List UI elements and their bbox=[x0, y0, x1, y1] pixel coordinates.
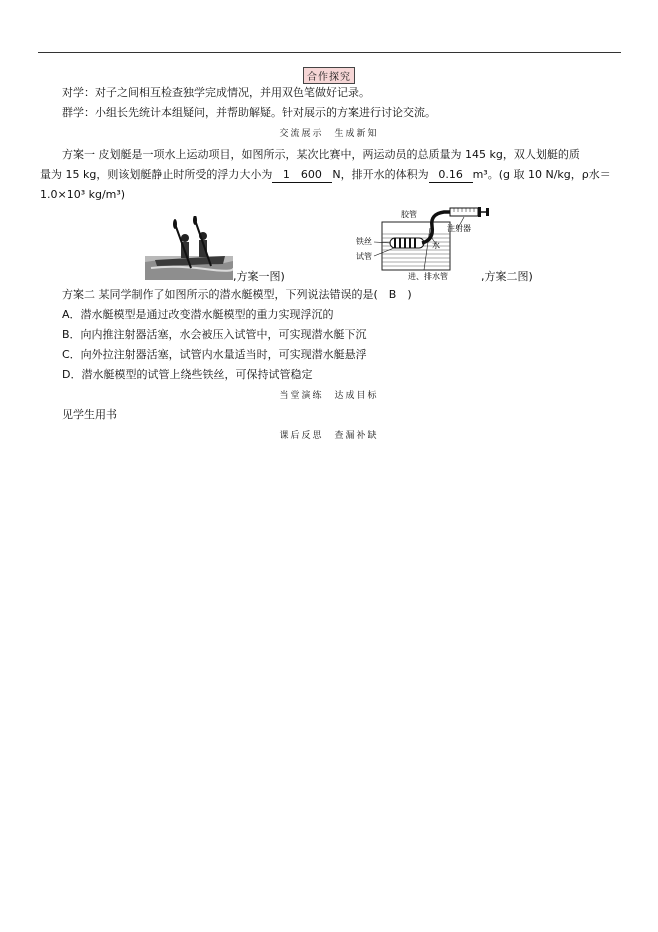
plan1-text-b-prefix: 量为 15 kg，则该划艇静止时所受的浮力大小为 bbox=[40, 168, 273, 181]
plan2-line bbox=[62, 288, 412, 302]
option-c: C．向外拉注射器活塞，试管内水量适当时，可实现潜水艇悬浮 bbox=[62, 348, 367, 361]
label-test-tube: 试管 bbox=[356, 252, 372, 261]
plan2-question: 某同学制作了如图所示的潜水艇模型，下列说法错误的是( B ) bbox=[98, 288, 412, 301]
kayak-photo bbox=[145, 216, 233, 280]
label-syringe: 注射器 bbox=[447, 224, 471, 233]
plan1-text-b-mid: N，排开水的体积为 bbox=[332, 168, 429, 181]
option-b: B．向内推注射器活塞，水会被压入试管中，可实现潜水艇下沉 bbox=[62, 328, 367, 341]
see-student-book: 见学生用书 bbox=[62, 408, 117, 421]
plan1-text-b-suffix: m³。(g 取 10 N/kg，ρ水＝ bbox=[472, 168, 611, 181]
option-a: A．潜水艇模型是通过改变潜水艇模型的重力实现浮沉的 bbox=[62, 308, 334, 321]
plan1-text-a: 皮划艇是一项水上运动项目，如图所示，某次比赛中，两运动员的总质量为 145 kg，双人划艇的质 bbox=[98, 148, 580, 161]
group-learning-text: 群学：小组长先统计本组疑问，并帮助解疑。针对展示的方案进行讨论交流。 bbox=[62, 106, 436, 119]
plan1-line-c: 1.0×10³ kg/m³) bbox=[40, 188, 126, 201]
option-d: D．潜水艇模型的试管上绕些铁丝，可保持试管稳定 bbox=[62, 368, 313, 381]
label-rubber-tube: 胶管 bbox=[401, 210, 417, 219]
label-inlet-outlet: 进、排水管 bbox=[408, 272, 448, 281]
figure2-caption: ,方案二图) bbox=[481, 270, 533, 283]
submarine-model-diagram bbox=[354, 204, 490, 282]
plan1-line-a bbox=[62, 148, 580, 162]
figure1-caption: ,方案一图) bbox=[233, 270, 285, 283]
plan1-line-b bbox=[40, 168, 611, 183]
plan1-label: 方案一 bbox=[62, 148, 95, 161]
label-iron-wire: 铁丝 bbox=[356, 237, 372, 246]
subheading-exchange: 交流展示 生成新知 bbox=[279, 129, 379, 139]
header-rule bbox=[38, 52, 621, 53]
section-title: 合作探究 bbox=[0, 67, 658, 84]
subheading-reflection: 课后反思 查漏补缺 bbox=[279, 431, 379, 441]
plan1-answer-volume: 0.16 bbox=[429, 168, 473, 183]
plan2-label: 方案二 bbox=[62, 288, 95, 301]
subheading-practice: 当堂演练 达成目标 bbox=[279, 391, 379, 401]
plan1-answer-force: 1 600 bbox=[272, 168, 332, 183]
label-water: 水 bbox=[432, 241, 440, 250]
pair-learning-text: 对学：对子之间相互检查独学完成情况，并用双色笔做好记录。 bbox=[62, 86, 370, 99]
